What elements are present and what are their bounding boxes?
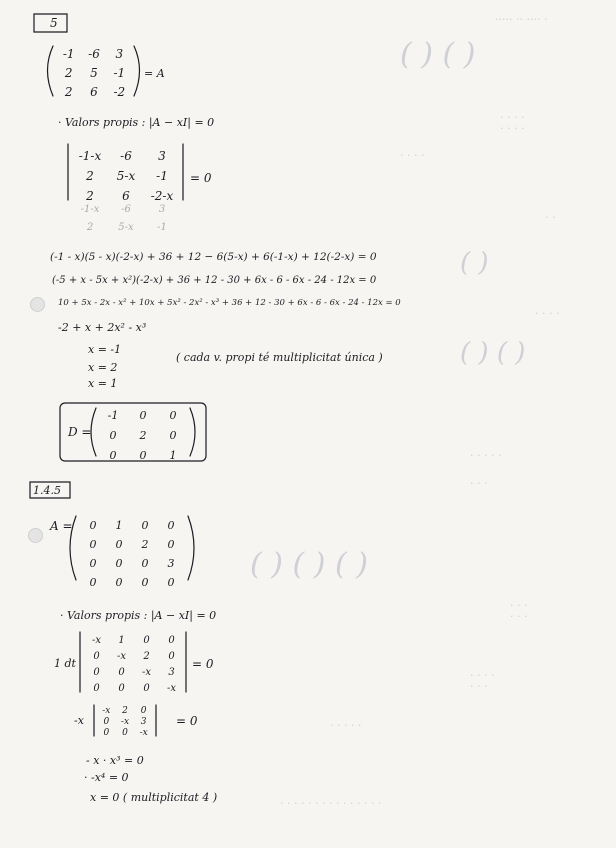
diag-cell: 0: [109, 429, 117, 442]
det-cell: 1: [118, 635, 125, 646]
matrix-cell: -6: [88, 47, 100, 61]
det-equals-2: = 0: [192, 657, 214, 671]
sarrus-cell: 2: [86, 222, 94, 233]
det-cell: 0: [93, 651, 100, 662]
matrix-cell: 0: [141, 519, 149, 532]
multiplicity-note: ( cada v. propi té multiplicitat única ): [176, 351, 383, 364]
root-1: x = -1: [88, 343, 122, 356]
matrix-cell: 0: [89, 538, 97, 551]
expansion-line-1: (-1 - x)(5 - x)(-2-x) + 36 + 12 − 6(5-x) + 6(-1-x) + 12(-2-x) = 0: [50, 251, 377, 263]
sarrus-cell: -6: [121, 204, 131, 215]
sarrus-cell: 3: [158, 204, 166, 215]
matrix-cell: 6: [90, 85, 98, 99]
det-cell: 0: [118, 683, 125, 694]
matrix-cell: 0: [89, 557, 97, 570]
matrix-cell: 2: [64, 66, 73, 80]
expansion-line-2: (-5 + x - 5x + x²)(-2-x) + 36 + 12 - 30 + 6x - 6 - 6x - 24 - 12x = 0: [52, 275, 377, 286]
matrix-cell: 0: [141, 576, 149, 589]
diag-cell: 0: [109, 449, 117, 462]
det-cell: 2: [86, 189, 94, 203]
matrix-cell: 3: [167, 557, 175, 570]
matrix-cell: 0: [167, 519, 175, 532]
minor-cell: 3: [140, 717, 147, 727]
polynomial: -2 + x + 2x² - x³: [58, 321, 147, 334]
det-cell: -x: [116, 651, 127, 662]
diag-cell: 0: [139, 449, 147, 462]
matrix-a-name: = A: [144, 67, 165, 80]
det-cell: 2: [86, 169, 94, 183]
det-cell: -1: [156, 169, 168, 183]
diagonal-matrix: [98, 410, 188, 461]
diag-cell: 1: [169, 449, 177, 462]
det-prefix: 1 dt: [54, 657, 76, 670]
det-cell: -2-x: [150, 189, 174, 203]
minor-cell: 2: [122, 706, 128, 716]
matrix-cell: 0: [89, 576, 97, 589]
det-cell: 5-x: [116, 169, 136, 183]
diag-cell: 2: [139, 429, 147, 442]
minor-cell: 0: [103, 717, 110, 727]
matrix-cell: 3: [115, 47, 124, 61]
root-3: x = 1: [88, 377, 118, 390]
minor-prefix: -x: [74, 714, 84, 727]
minor-equals: = 0: [176, 714, 198, 728]
scanned-page: ····· ·· ···· · ( ) ( ) · · · · · · · · · · · · · · ( ) · · · · ( ) ( ) · · · · · · · · ( ) ( ) ( ) · · · · · · · · · · · · · · · · · · · · · · · · · · · · · · · · · 5 -1 -6 3 2 5 -1 2 6 -2 = A · Valors propis : |A − xI| = 0 -1-x -6 3 2 5-x -1 2 6 -2-x = 0 -1-x -6 3 2 5-x -1 (-1 - x)(5 - x)(-2-x) + 36 + 12 − 6(5-x) + 6(-1-x) + 12(-2-x) = 0 (-5 + x - 5x + x²)(-2-x) + 36 + 12 - 30 + 6x - 6 - 6x - 24 - 12x = 0 10 + 5x - 2x - x² + 10x + 5x² - 2x² - x³ + 36 + 12 - 30 + 6x - 6 - 6x - 24 - 12x = 0 -2 + x + 2x² - x³ x = -1 x = 2 x = 1 ( cada v. propi té multiplicitat única ) D = -1 0 0 0 2 0 0 0 1 1.4.5 A = 0 1 0 0 0 0 2 0 0 0 0 3 0 0 0 0 · Valors propis : |A − xI| = 0 1 dt -x 1 0 0 0 -x 2 0 0 0 -x 3 0 0 0 -x = 0 -x -x 2 0 0 -x 3 0 0 -x = 0 - x · x³ = 0 · -x⁴ = 0 x = 0 ( multiplicitat 4 ): [0, 0, 616, 848]
matrix-cell: -1: [62, 47, 75, 61]
characteristic-determinant: [72, 150, 180, 202]
diagonal-label: D =: [68, 425, 92, 439]
det-cell: 3: [158, 149, 166, 163]
matrix-cell: 2: [64, 85, 73, 99]
det-cell: 0: [93, 667, 100, 678]
matrix-cell: 0: [115, 576, 123, 589]
matrix-cell: -2: [113, 85, 126, 99]
det-cell: -x: [141, 667, 152, 678]
sarrus-cell: -1: [157, 222, 167, 233]
det-cell: 2: [143, 651, 150, 662]
matrix-a2: [80, 520, 184, 588]
result-line-1: - x · x³ = 0: [86, 754, 144, 767]
sarrus-extension: [72, 205, 180, 233]
matrix-cell: 0: [89, 519, 97, 532]
eigenvalues-heading-2: · Valors propis : |A − xI| = 0: [60, 609, 217, 622]
result-line-3: x = 0 ( multiplicitat 4 ): [90, 791, 218, 804]
det-cell: 6: [122, 189, 130, 203]
det-cell: 3: [168, 667, 175, 678]
root-2: x = 2: [88, 361, 118, 374]
matrix-cell: 0: [115, 538, 123, 551]
sarrus-cell: 5-x: [118, 222, 134, 233]
det-cell: -6: [120, 149, 132, 163]
section1-label: 5: [50, 16, 58, 30]
matrix-a: [56, 48, 132, 98]
det-cell: -x: [91, 635, 102, 646]
matrix-cell: 0: [167, 576, 175, 589]
det-cell: -x: [166, 683, 177, 694]
diag-cell: -1: [107, 409, 119, 422]
diag-cell: 0: [169, 409, 177, 422]
minor-determinant: [97, 707, 153, 738]
minor-cell: -x: [102, 706, 111, 716]
matrix-cell: 1: [115, 519, 123, 532]
minor-cell: -x: [120, 717, 130, 727]
minor-cell: -x: [139, 728, 148, 738]
det-cell: 0: [118, 667, 125, 678]
characteristic-determinant-2: [84, 636, 184, 694]
sarrus-cell: -1-x: [80, 204, 100, 215]
eigenvalues-heading: · Valors propis : |A − xI| = 0: [58, 116, 215, 129]
matrix-cell: 5: [90, 66, 98, 80]
diag-cell: 0: [139, 409, 147, 422]
matrix-cell: 0: [115, 557, 123, 570]
minor-cell: 0: [103, 728, 110, 738]
matrix-a2-label: A =: [50, 519, 73, 533]
det-cell: 0: [168, 635, 175, 646]
matrix-cell: 0: [141, 557, 149, 570]
det-cell: 0: [168, 651, 175, 662]
det-equals: = 0: [190, 171, 212, 185]
section2-label: 1.4.5: [33, 484, 61, 497]
diag-cell: 0: [169, 429, 177, 442]
matrix-cell: -1: [113, 66, 126, 80]
det-cell: 0: [143, 635, 150, 646]
result-line-2: · -x⁴ = 0: [84, 771, 129, 784]
det-cell: -1-x: [78, 149, 102, 163]
minor-cell: 0: [140, 706, 147, 716]
det-cell: 0: [93, 683, 100, 694]
det-cell: 0: [143, 683, 150, 694]
matrix-cell: 2: [141, 538, 149, 551]
matrix-cell: 0: [167, 538, 175, 551]
expansion-line-3: 10 + 5x - 2x - x² + 10x + 5x² - 2x² - x³ + 36 + 12 - 30 + 6x - 6 - 6x - 24 - 12x = 0: [58, 298, 401, 308]
minor-cell: 0: [122, 728, 128, 738]
